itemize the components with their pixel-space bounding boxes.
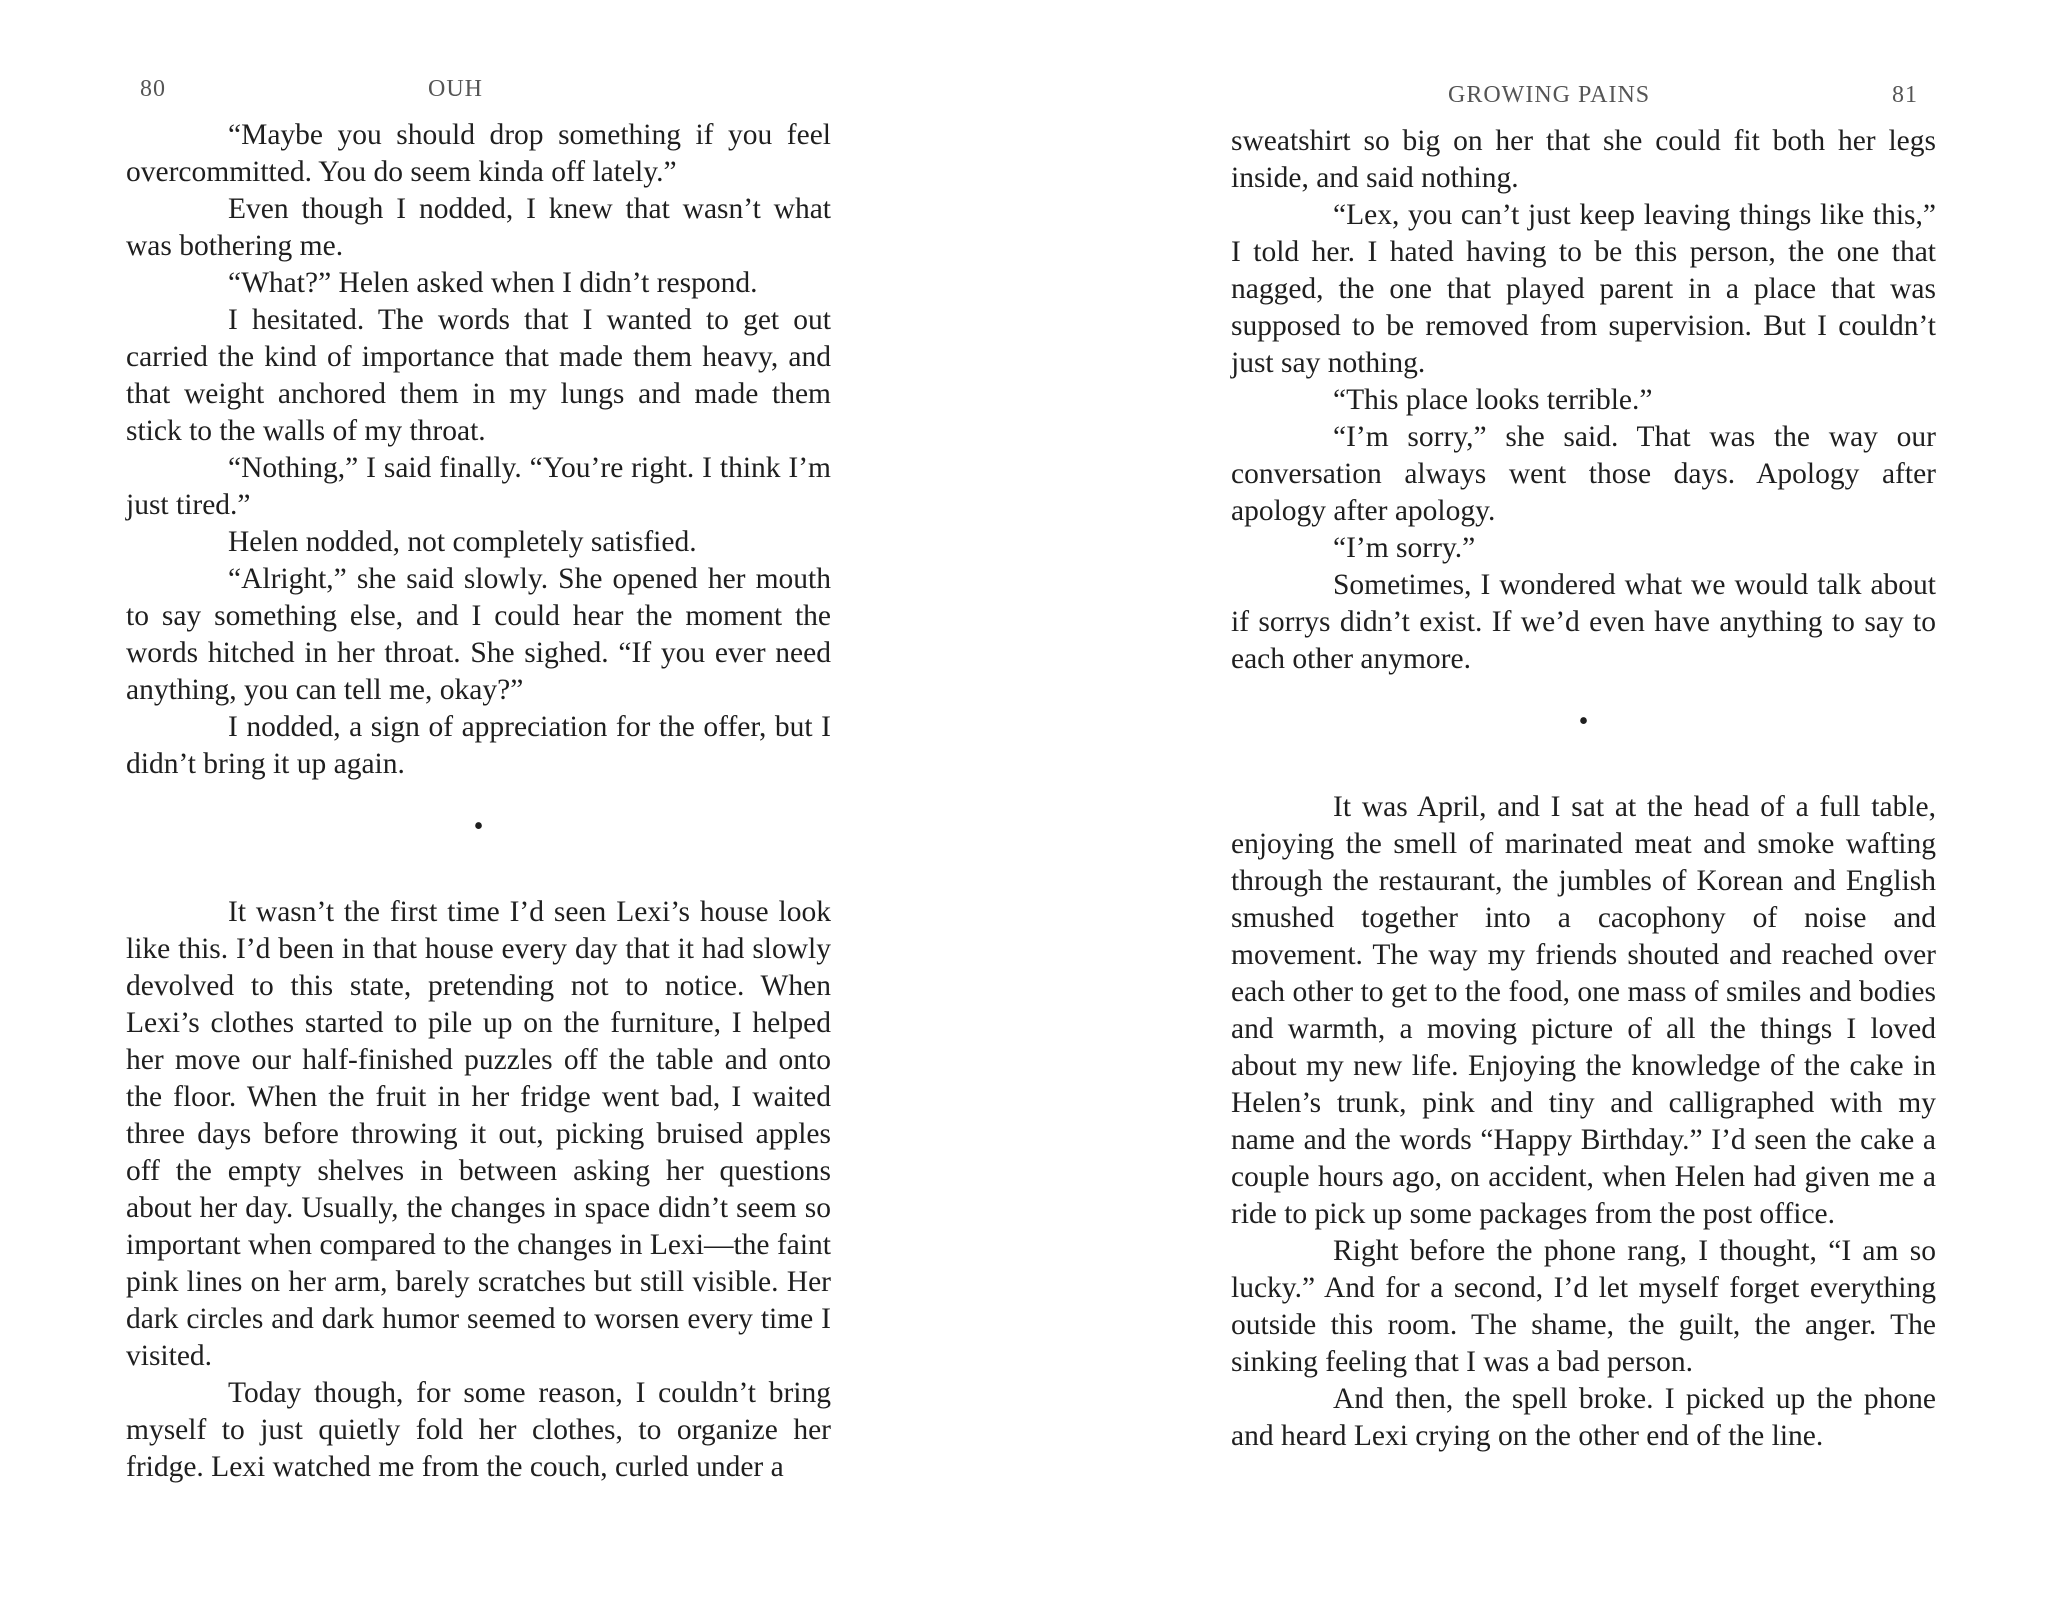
section-break: • bbox=[1578, 706, 1589, 737]
paragraph: It wasn’t the first time I’d seen Lexi’s house look like this. I’d been in that house every day that it had slowly devolved to this state, pretending not to notice. When Lexi’s clothes started to pile up on the furniture, I helped her move our half-finished puzzles off the table and onto the floor. When the fruit in her fridge went bad, I waited three days before throwing it out, picking bruised apples off the empty shelves in between asking her questions about her day. Usually, the changes in space didn’t seem so important when compared to the changes in Lexi—the faint pink lines on her arm, barely scratches but still visible. Her dark circles and dark humor seemed to worsen every time I visited. bbox=[126, 896, 831, 1372]
running-head: OUH bbox=[428, 76, 483, 102]
paragraph: Right before the phone rang, I thought, “I am so lucky.” And for a second, I’d let myself forget everything outside this room. The shame, the guilt, the anger. The sinking feeling that I was a bad person. bbox=[1231, 1235, 1936, 1378]
paragraph: “I’m sorry,” she said. That was the way our conversation always went those days. Apology after apology after apology. bbox=[1231, 421, 1936, 527]
paragraph: Today though, for some reason, I couldn’t bring myself to just quietly fold her clothes, to organize her fridge. Lexi watched me from the couch, curled under a bbox=[126, 1377, 831, 1483]
paragraph: “Nothing,” I said finally. “You’re right. I think I’m just tired.” bbox=[126, 452, 831, 521]
body-text bbox=[1231, 123, 1936, 1455]
paragraph: I nodded, a sign of appreciation for the offer, but I didn’t bring it up again. bbox=[126, 711, 831, 780]
paragraph: Even though I nodded, I knew that wasn’t what was bothering me. bbox=[126, 193, 831, 262]
paragraph: I hesitated. The words that I wanted to get out carried the kind of importance that made them heavy, and that weight anchored them in my lungs and made them stick to the walls of my throat. bbox=[126, 304, 831, 447]
body-text bbox=[126, 117, 831, 1486]
paragraph: “Lex, you can’t just keep leaving things like this,” I told her. I hated having to be this person, the one that nagged, the one that played parent in a place that was supposed to be removed from supervision. But I couldn’t just say nothing. bbox=[1231, 199, 1936, 379]
right-page bbox=[1024, 0, 2048, 1598]
page-number: 80 bbox=[140, 76, 166, 102]
paragraph: “I’m sorry.” bbox=[1333, 532, 1476, 564]
paragraph: sweatshirt so big on her that she could fit both her legs inside, and said nothing. bbox=[1231, 125, 1936, 194]
paragraph: “This place looks terrible.” bbox=[1333, 384, 1653, 416]
paragraph: “What?” Helen asked when I didn’t respond. bbox=[228, 267, 758, 299]
paragraph: “Alright,” she said slowly. She opened her mouth to say something else, and I could hear the moment the words hitched in her throat. She sighed. “If you ever need anything, you can tell me, okay?” bbox=[126, 563, 831, 706]
running-head: GROWING PAINS bbox=[1448, 82, 1651, 108]
section-break: • bbox=[473, 811, 484, 842]
paragraph: Helen nodded, not completely satisfied. bbox=[228, 526, 697, 558]
paragraph: Sometimes, I wondered what we would talk about if sorrys didn’t exist. If we’d even have anything to say to each other anymore. bbox=[1231, 569, 1936, 675]
paragraph: It was April, and I sat at the head of a full table, enjoying the smell of marinated meat and smoke wafting through the restaurant, the jumbles of Korean and English smushed together into a cacophony of noise and movement. The way my friends shouted and reached over each other to get to the food, one mass of smiles and bodies and warmth, a moving picture of all the things I loved about my new life. Enjoying the knowledge of the cake in Helen’s trunk, pink and tiny and calligraphed with my name and the words “Happy Birthday.” I’d seen the cake a couple hours ago, on accident, when Helen had given me a ride to pick up some packages from the post office. bbox=[1231, 791, 1936, 1230]
page-number: 81 bbox=[1892, 82, 1918, 108]
paragraph: And then, the spell broke. I picked up the phone and heard Lexi crying on the other end of the line. bbox=[1231, 1383, 1936, 1452]
paragraph: “Maybe you should drop something if you feel overcommitted. You do seem kinda off lately.” bbox=[126, 119, 831, 188]
